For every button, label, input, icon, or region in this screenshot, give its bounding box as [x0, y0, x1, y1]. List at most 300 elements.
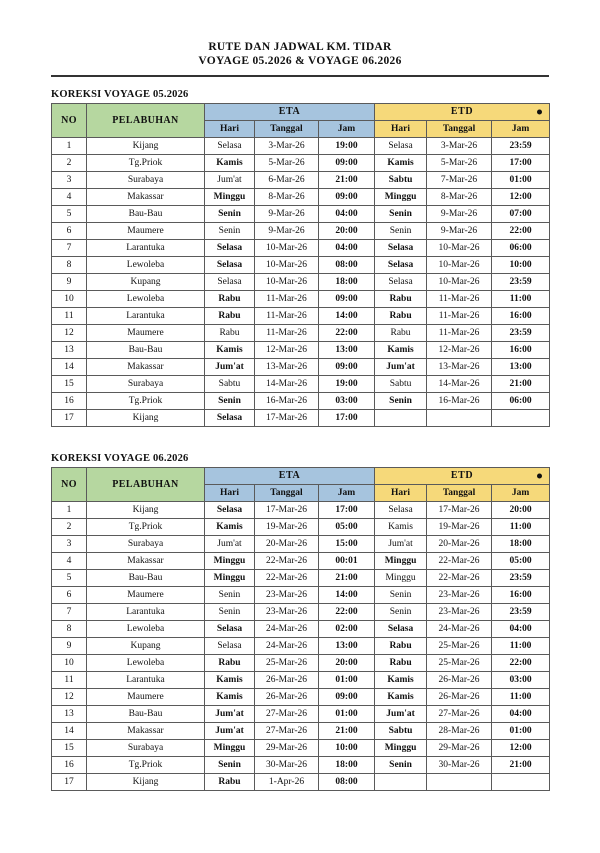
cell-eta-hari: Senin [205, 223, 255, 240]
column-header-pelabuhan: PELABUHAN [87, 468, 205, 502]
cell-pelabuhan: Lewoleba [87, 621, 205, 638]
cell-eta-jam: 21:00 [319, 723, 375, 740]
cell-eta-jam: 18:00 [319, 757, 375, 774]
table-row [52, 342, 550, 359]
table-header-2 [52, 468, 550, 502]
table-body-1 [52, 138, 550, 427]
cell-pelabuhan: Maumere [87, 223, 205, 240]
cell-etd-jam: 03:00 [492, 672, 550, 689]
cell-eta-jam: 18:00 [319, 274, 375, 291]
cell-etd-hari [375, 774, 427, 791]
cell-no: 14 [52, 359, 87, 376]
cell-pelabuhan: Tg.Priok [87, 757, 205, 774]
cell-eta-jam: 10:00 [319, 740, 375, 757]
cell-pelabuhan: Larantuka [87, 604, 205, 621]
cell-eta-tanggal: 9-Mar-26 [255, 223, 319, 240]
document-title-line-2: VOYAGE 05.2026 & VOYAGE 06.2026 [198, 55, 402, 67]
cell-etd-hari: Kamis [375, 519, 427, 536]
table-row [52, 570, 550, 587]
cell-etd-hari: Selasa [375, 138, 427, 155]
table-row [52, 155, 550, 172]
cell-eta-tanggal: 23-Mar-26 [255, 604, 319, 621]
cell-etd-jam [492, 774, 550, 791]
table-row [52, 172, 550, 189]
column-header-etd-hari: Hari [375, 121, 427, 138]
cell-eta-jam: 14:00 [319, 308, 375, 325]
cell-etd-tanggal: 14-Mar-26 [427, 376, 492, 393]
cell-eta-hari: Minggu [205, 189, 255, 206]
table-row [52, 308, 550, 325]
cell-etd-jam: 11:00 [492, 638, 550, 655]
table-row [52, 723, 550, 740]
column-header-eta-jam: Jam [319, 121, 375, 138]
cell-eta-jam: 13:00 [319, 638, 375, 655]
cell-etd-jam: 23:59 [492, 138, 550, 155]
column-header-eta-hari: Hari [205, 121, 255, 138]
cell-eta-tanggal: 9-Mar-26 [255, 206, 319, 223]
cell-etd-hari: Minggu [375, 553, 427, 570]
column-header-etd-jam: Jam [492, 485, 550, 502]
cell-eta-tanggal: 30-Mar-26 [255, 757, 319, 774]
cell-etd-hari: Jum'at [375, 359, 427, 376]
cell-pelabuhan: Surabaya [87, 536, 205, 553]
cell-etd-jam: 16:00 [492, 587, 550, 604]
column-header-eta: ETA [205, 468, 375, 485]
cell-eta-jam: 08:00 [319, 774, 375, 791]
cell-pelabuhan: Lewoleba [87, 291, 205, 308]
cell-eta-tanggal: 13-Mar-26 [255, 359, 319, 376]
cell-no: 6 [52, 587, 87, 604]
cell-etd-hari: Senin [375, 604, 427, 621]
cell-etd-hari: Kamis [375, 342, 427, 359]
cell-etd-hari: Rabu [375, 308, 427, 325]
schedule-table-2 [51, 467, 550, 791]
cell-etd-tanggal: 16-Mar-26 [427, 393, 492, 410]
cell-pelabuhan: Tg.Priok [87, 155, 205, 172]
cell-eta-tanggal: 24-Mar-26 [255, 621, 319, 638]
column-header-eta-hari: Hari [205, 485, 255, 502]
cell-no: 11 [52, 308, 87, 325]
cell-eta-hari: Senin [205, 393, 255, 410]
table-row [52, 206, 550, 223]
cell-eta-hari: Jum'at [205, 359, 255, 376]
table-body-2 [52, 502, 550, 791]
table-row [52, 638, 550, 655]
cell-pelabuhan: Tg.Priok [87, 393, 205, 410]
cell-etd-jam: 12:00 [492, 189, 550, 206]
cell-no: 7 [52, 604, 87, 621]
cell-etd-tanggal: 11-Mar-26 [427, 291, 492, 308]
cell-no: 5 [52, 206, 87, 223]
cell-eta-tanggal: 24-Mar-26 [255, 638, 319, 655]
cell-etd-tanggal: 3-Mar-26 [427, 138, 492, 155]
cell-eta-tanggal: 22-Mar-26 [255, 570, 319, 587]
cell-eta-tanggal: 5-Mar-26 [255, 155, 319, 172]
cell-no: 13 [52, 342, 87, 359]
cell-etd-tanggal: 25-Mar-26 [427, 638, 492, 655]
cell-etd-hari: Kamis [375, 689, 427, 706]
cell-etd-jam: 20:00 [492, 502, 550, 519]
cell-eta-jam: 04:00 [319, 206, 375, 223]
cell-pelabuhan: Maumere [87, 325, 205, 342]
cell-etd-hari: Jum'at [375, 706, 427, 723]
cell-pelabuhan: Makassar [87, 359, 205, 376]
voyage-section-1 [51, 89, 549, 427]
column-header-eta-tanggal: Tanggal [255, 485, 319, 502]
cell-etd-tanggal: 26-Mar-26 [427, 689, 492, 706]
cell-no: 17 [52, 410, 87, 427]
cell-eta-tanggal: 11-Mar-26 [255, 291, 319, 308]
cell-eta-jam: 13:00 [319, 342, 375, 359]
cell-etd-hari: Rabu [375, 638, 427, 655]
cell-eta-jam: 09:00 [319, 291, 375, 308]
cell-etd-tanggal: 11-Mar-26 [427, 308, 492, 325]
cell-eta-jam: 15:00 [319, 536, 375, 553]
cell-etd-jam: 07:00 [492, 206, 550, 223]
cell-pelabuhan: Kijang [87, 410, 205, 427]
cell-etd-tanggal: 25-Mar-26 [427, 655, 492, 672]
cell-etd-hari: Sabtu [375, 376, 427, 393]
cell-eta-hari: Selasa [205, 638, 255, 655]
header-row-group [52, 468, 550, 485]
cell-eta-hari: Kamis [205, 672, 255, 689]
cell-eta-tanggal: 23-Mar-26 [255, 587, 319, 604]
cell-eta-hari: Rabu [205, 774, 255, 791]
cell-no: 13 [52, 706, 87, 723]
table-header-1 [52, 104, 550, 138]
cell-etd-tanggal: 11-Mar-26 [427, 325, 492, 342]
cell-etd-tanggal: 27-Mar-26 [427, 706, 492, 723]
cell-etd-jam: 11:00 [492, 291, 550, 308]
column-header-etd [375, 468, 550, 485]
table-row [52, 240, 550, 257]
cell-no: 10 [52, 655, 87, 672]
cell-eta-tanggal: 26-Mar-26 [255, 689, 319, 706]
cell-etd-hari: Rabu [375, 291, 427, 308]
cell-eta-tanggal: 11-Mar-26 [255, 325, 319, 342]
cell-no: 12 [52, 689, 87, 706]
cell-etd-hari: Senin [375, 587, 427, 604]
cell-etd-tanggal: 22-Mar-26 [427, 553, 492, 570]
cell-eta-tanggal: 1-Apr-26 [255, 774, 319, 791]
cell-eta-jam: 05:00 [319, 519, 375, 536]
cell-eta-hari: Rabu [205, 655, 255, 672]
table-row [52, 689, 550, 706]
cell-etd-jam: 21:00 [492, 757, 550, 774]
cell-no: 1 [52, 502, 87, 519]
cell-no: 8 [52, 621, 87, 638]
table-row [52, 274, 550, 291]
cell-eta-tanggal: 20-Mar-26 [255, 536, 319, 553]
cell-eta-jam: 19:00 [319, 376, 375, 393]
cell-etd-hari: Selasa [375, 274, 427, 291]
cell-eta-tanggal: 10-Mar-26 [255, 240, 319, 257]
cell-eta-hari: Rabu [205, 308, 255, 325]
cell-eta-tanggal: 11-Mar-26 [255, 308, 319, 325]
document-title-line-1: RUTE DAN JADWAL KM. TIDAR [208, 41, 392, 53]
cell-no: 4 [52, 189, 87, 206]
cell-no: 9 [52, 638, 87, 655]
cell-etd-jam: 16:00 [492, 308, 550, 325]
header-row-group [52, 104, 550, 121]
cell-eta-hari: Jum'at [205, 172, 255, 189]
table-row [52, 257, 550, 274]
cell-etd-tanggal: 8-Mar-26 [427, 189, 492, 206]
cell-eta-hari: Kamis [205, 519, 255, 536]
cell-etd-tanggal: 9-Mar-26 [427, 206, 492, 223]
cell-eta-tanggal: 27-Mar-26 [255, 723, 319, 740]
cell-etd-tanggal: 10-Mar-26 [427, 240, 492, 257]
cell-etd-jam: 12:00 [492, 740, 550, 757]
table-row [52, 291, 550, 308]
cell-no: 7 [52, 240, 87, 257]
cell-etd-tanggal [427, 774, 492, 791]
cell-pelabuhan: Bau-Bau [87, 570, 205, 587]
cell-eta-hari: Rabu [205, 325, 255, 342]
cell-eta-tanggal: 25-Mar-26 [255, 655, 319, 672]
cell-eta-hari: Kamis [205, 689, 255, 706]
cell-etd-jam: 06:00 [492, 240, 550, 257]
cell-etd-tanggal: 19-Mar-26 [427, 519, 492, 536]
cell-eta-hari: Jum'at [205, 706, 255, 723]
cell-pelabuhan: Larantuka [87, 672, 205, 689]
table-row [52, 672, 550, 689]
cell-etd-tanggal: 7-Mar-26 [427, 172, 492, 189]
cell-eta-hari: Jum'at [205, 536, 255, 553]
cell-eta-jam: 02:00 [319, 621, 375, 638]
cell-etd-hari: Senin [375, 393, 427, 410]
table-row [52, 621, 550, 638]
cell-eta-hari: Senin [205, 757, 255, 774]
cell-eta-hari: Kamis [205, 342, 255, 359]
cell-eta-tanggal: 16-Mar-26 [255, 393, 319, 410]
schedule-table-1 [51, 103, 550, 427]
cell-no: 10 [52, 291, 87, 308]
cell-eta-tanggal: 10-Mar-26 [255, 257, 319, 274]
cell-etd-jam: 06:00 [492, 393, 550, 410]
cell-etd-hari [375, 410, 427, 427]
column-header-eta-tanggal: Tanggal [255, 121, 319, 138]
table-row [52, 189, 550, 206]
table-row [52, 536, 550, 553]
cell-etd-hari: Selasa [375, 621, 427, 638]
cell-eta-tanggal: 6-Mar-26 [255, 172, 319, 189]
cell-etd-jam: 23:59 [492, 604, 550, 621]
cell-pelabuhan: Kupang [87, 274, 205, 291]
cell-etd-hari: Kamis [375, 155, 427, 172]
cell-eta-hari: Sabtu [205, 376, 255, 393]
column-header-pelabuhan: PELABUHAN [87, 104, 205, 138]
cell-eta-tanggal: 8-Mar-26 [255, 189, 319, 206]
cell-eta-hari: Minggu [205, 740, 255, 757]
cell-eta-tanggal: 17-Mar-26 [255, 410, 319, 427]
cell-eta-jam: 00:01 [319, 553, 375, 570]
cell-eta-jam: 17:00 [319, 502, 375, 519]
cell-eta-tanggal: 12-Mar-26 [255, 342, 319, 359]
column-header-etd-tanggal: Tanggal [427, 121, 492, 138]
cell-etd-jam: 10:00 [492, 257, 550, 274]
cell-no: 11 [52, 672, 87, 689]
cell-eta-tanggal: 22-Mar-26 [255, 553, 319, 570]
column-header-no: NO [52, 104, 87, 138]
cell-eta-hari: Kamis [205, 155, 255, 172]
table-row [52, 138, 550, 155]
cell-no: 16 [52, 393, 87, 410]
cell-no: 17 [52, 774, 87, 791]
table-row [52, 519, 550, 536]
cell-eta-jam: 03:00 [319, 393, 375, 410]
cell-etd-jam: 17:00 [492, 155, 550, 172]
table-row [52, 359, 550, 376]
cell-eta-hari: Senin [205, 587, 255, 604]
table-row [52, 376, 550, 393]
cell-eta-hari: Selasa [205, 621, 255, 638]
column-header-etd-label: ETD [450, 470, 474, 481]
cell-eta-jam: 01:00 [319, 672, 375, 689]
cell-etd-jam: 23:59 [492, 274, 550, 291]
column-header-etd-tanggal: Tanggal [427, 485, 492, 502]
table-row [52, 410, 550, 427]
cell-etd-jam: 04:00 [492, 706, 550, 723]
cell-etd-tanggal: 10-Mar-26 [427, 274, 492, 291]
cell-eta-tanggal: 19-Mar-26 [255, 519, 319, 536]
table-row [52, 502, 550, 519]
cell-no: 9 [52, 274, 87, 291]
bullet-dot-icon [537, 110, 542, 115]
cell-pelabuhan: Makassar [87, 189, 205, 206]
cell-etd-jam: 11:00 [492, 519, 550, 536]
cell-etd-hari: Selasa [375, 240, 427, 257]
cell-pelabuhan: Kijang [87, 774, 205, 791]
cell-no: 14 [52, 723, 87, 740]
section-caption-2: KOREKSI VOYAGE 06.2026 [51, 453, 189, 464]
table-row [52, 740, 550, 757]
cell-no: 1 [52, 138, 87, 155]
cell-eta-jam: 20:00 [319, 655, 375, 672]
cell-etd-jam: 01:00 [492, 172, 550, 189]
cell-eta-hari: Selasa [205, 502, 255, 519]
cell-eta-jam: 14:00 [319, 587, 375, 604]
cell-eta-jam: 08:00 [319, 257, 375, 274]
cell-etd-jam: 23:59 [492, 325, 550, 342]
cell-eta-hari: Selasa [205, 240, 255, 257]
cell-no: 15 [52, 740, 87, 757]
cell-etd-tanggal [427, 410, 492, 427]
cell-etd-tanggal: 10-Mar-26 [427, 257, 492, 274]
cell-etd-jam: 22:00 [492, 223, 550, 240]
document-title-block [0, 0, 600, 77]
cell-eta-tanggal: 10-Mar-26 [255, 274, 319, 291]
table-row [52, 393, 550, 410]
cell-eta-jam: 19:00 [319, 138, 375, 155]
cell-pelabuhan: Tg.Priok [87, 519, 205, 536]
cell-etd-hari: Senin [375, 223, 427, 240]
column-header-etd-jam: Jam [492, 121, 550, 138]
cell-etd-hari: Sabtu [375, 723, 427, 740]
cell-no: 6 [52, 223, 87, 240]
cell-no: 3 [52, 172, 87, 189]
cell-eta-tanggal: 26-Mar-26 [255, 672, 319, 689]
column-header-etd-label: ETD [450, 106, 474, 117]
cell-etd-jam: 23:59 [492, 570, 550, 587]
cell-etd-tanggal: 17-Mar-26 [427, 502, 492, 519]
cell-etd-tanggal: 12-Mar-26 [427, 342, 492, 359]
title-divider [51, 75, 549, 77]
cell-etd-tanggal: 13-Mar-26 [427, 359, 492, 376]
cell-pelabuhan: Surabaya [87, 172, 205, 189]
voyage-section-2 [51, 453, 549, 791]
cell-etd-tanggal: 9-Mar-26 [427, 223, 492, 240]
cell-pelabuhan: Kijang [87, 502, 205, 519]
cell-pelabuhan: Larantuka [87, 308, 205, 325]
cell-eta-jam: 22:00 [319, 325, 375, 342]
cell-eta-jam: 21:00 [319, 172, 375, 189]
cell-etd-jam: 16:00 [492, 342, 550, 359]
cell-etd-tanggal: 5-Mar-26 [427, 155, 492, 172]
cell-pelabuhan: Bau-Bau [87, 342, 205, 359]
bullet-dot-icon [537, 474, 542, 479]
table-row [52, 604, 550, 621]
cell-eta-jam: 09:00 [319, 359, 375, 376]
cell-etd-jam: 13:00 [492, 359, 550, 376]
column-header-eta: ETA [205, 104, 375, 121]
cell-etd-hari: Minggu [375, 570, 427, 587]
cell-pelabuhan: Surabaya [87, 740, 205, 757]
table-row [52, 774, 550, 791]
cell-etd-hari: Selasa [375, 502, 427, 519]
cell-eta-hari: Selasa [205, 410, 255, 427]
cell-pelabuhan: Maumere [87, 587, 205, 604]
cell-etd-hari: Selasa [375, 257, 427, 274]
cell-etd-tanggal: 29-Mar-26 [427, 740, 492, 757]
cell-etd-tanggal: 23-Mar-26 [427, 604, 492, 621]
cell-etd-tanggal: 28-Mar-26 [427, 723, 492, 740]
cell-pelabuhan: Larantuka [87, 240, 205, 257]
cell-no: 4 [52, 553, 87, 570]
cell-etd-jam: 21:00 [492, 376, 550, 393]
cell-etd-hari: Jum'at [375, 536, 427, 553]
cell-etd-hari: Rabu [375, 325, 427, 342]
cell-eta-hari: Selasa [205, 138, 255, 155]
cell-etd-hari: Sabtu [375, 172, 427, 189]
cell-etd-tanggal: 22-Mar-26 [427, 570, 492, 587]
cell-no: 16 [52, 757, 87, 774]
cell-eta-hari: Senin [205, 604, 255, 621]
cell-eta-jam: 22:00 [319, 604, 375, 621]
cell-etd-hari: Minggu [375, 189, 427, 206]
cell-etd-tanggal: 23-Mar-26 [427, 587, 492, 604]
table-row [52, 706, 550, 723]
cell-no: 2 [52, 519, 87, 536]
cell-etd-tanggal: 30-Mar-26 [427, 757, 492, 774]
cell-etd-hari: Senin [375, 757, 427, 774]
cell-etd-jam: 01:00 [492, 723, 550, 740]
cell-eta-hari: Minggu [205, 570, 255, 587]
cell-no: 8 [52, 257, 87, 274]
cell-etd-tanggal: 26-Mar-26 [427, 672, 492, 689]
cell-no: 5 [52, 570, 87, 587]
cell-pelabuhan: Kijang [87, 138, 205, 155]
column-header-etd-hari: Hari [375, 485, 427, 502]
table-row [52, 325, 550, 342]
cell-etd-hari: Kamis [375, 672, 427, 689]
cell-eta-jam: 17:00 [319, 410, 375, 427]
cell-pelabuhan: Kupang [87, 638, 205, 655]
cell-eta-hari: Senin [205, 206, 255, 223]
cell-etd-jam: 11:00 [492, 689, 550, 706]
table-row [52, 757, 550, 774]
cell-eta-tanggal: 14-Mar-26 [255, 376, 319, 393]
